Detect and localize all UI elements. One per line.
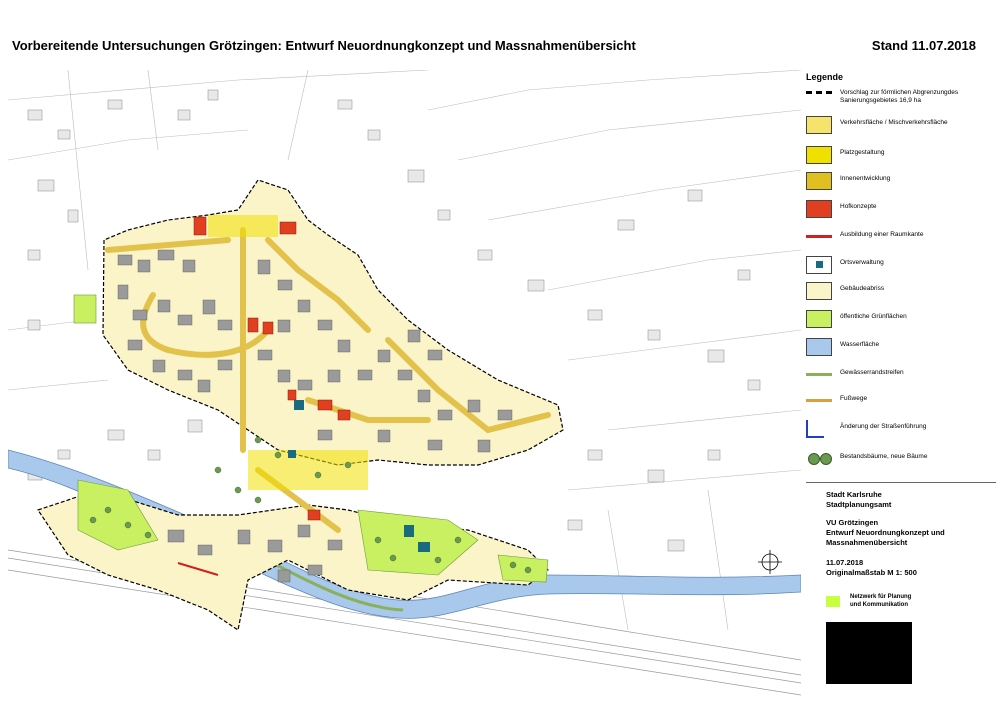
- legend-item: [806, 228, 992, 258]
- firm-line-2: und Kommunikation: [850, 602, 908, 608]
- dashed-boundary-icon: [806, 91, 832, 95]
- legend-item-label: Änderung der Straßenführung: [840, 423, 927, 430]
- legend-item: [806, 392, 992, 422]
- legend-panel: [806, 70, 992, 700]
- legend-item-label: Gebäudeabriss: [840, 285, 885, 292]
- teal-square-mark: [816, 261, 823, 268]
- project-date: 11.07.2018: [826, 558, 864, 567]
- legend-item: [806, 310, 992, 340]
- legend-separator: [806, 482, 996, 483]
- building-red-icon: [806, 200, 832, 218]
- project-name: VU Grötzingen: [826, 518, 879, 527]
- legend-item-label: Ortsverwaltung: [840, 259, 884, 266]
- legend-item: [806, 420, 992, 450]
- blue-fill-icon: [806, 338, 832, 356]
- legend-item: [806, 172, 992, 202]
- legend-item: [806, 282, 992, 312]
- hatched-yellow-icon: [806, 116, 832, 134]
- page-header: [0, 0, 1000, 62]
- map-canvas: [8, 70, 801, 700]
- project-subtitle: Entwurf Neuordnungkonzept und Massnahmenübersicht: [826, 528, 945, 547]
- legend-item-label: Innenentwicklung: [840, 175, 891, 182]
- project-scale: Originalmaßstab M 1: 500: [826, 568, 917, 577]
- striped-yellow-icon: [806, 146, 832, 164]
- legend-item-label: Ausbildung einer Raumkante: [840, 231, 924, 238]
- red-bracket-icon: [806, 228, 832, 238]
- page-title: Vorbereitende Untersuchungen Grötzingen: Entwurf Neuordnungkonzept und Massnahmenübersicht: [12, 38, 636, 53]
- orange-path-icon: [806, 392, 832, 402]
- firm-line-1: Netzwerk für Planung: [850, 594, 912, 600]
- legend-item-label: Verkehrsfläche / Mischverkehrsfläche: [840, 119, 948, 126]
- tree-icon: [806, 450, 832, 468]
- green-line-icon: [806, 366, 832, 376]
- legend-item-label: Platzgestaltung: [840, 149, 885, 156]
- teal-square-icon: [806, 256, 832, 274]
- legend-item-label: Fußwege: [840, 395, 868, 402]
- building-yellow-icon: [806, 172, 832, 190]
- legend-item: [806, 86, 992, 116]
- legend-title: Legende: [806, 72, 844, 82]
- legend-item: [806, 450, 992, 480]
- legend-item-label: Gewässerrandstreifen: [840, 369, 904, 376]
- green-fill-icon: [806, 310, 832, 328]
- legend-item-label: Hofkonzepte: [840, 203, 877, 210]
- legend-item-label: Bestandsbäume, neue Bäume: [840, 453, 928, 460]
- office-city: Stadt Karlsruhe: [826, 490, 882, 499]
- legend-item-label: öffentliche Grünflächen: [840, 313, 907, 320]
- light-yellow-icon: [806, 282, 832, 300]
- planner-logo: [826, 622, 912, 684]
- blue-arrow-icon: [806, 420, 824, 438]
- page-date: Stand 11.07.2018: [871, 38, 976, 53]
- legend-item-label: Wasserfläche: [840, 341, 880, 348]
- legend-item: [806, 338, 992, 368]
- site-plan-map[interactable]: [8, 70, 801, 700]
- legend-item-label: Vorschlag zur förmlichen Abgrenzungdes Sanierungsgebietes 16,9 ha: [840, 89, 959, 104]
- tree-mark: [808, 453, 820, 465]
- tree-mark: [820, 453, 832, 465]
- office-department: Stadtplanungsamt: [826, 500, 892, 509]
- legend-item: [806, 116, 992, 146]
- firm-logo-swatch: [826, 596, 840, 607]
- legend-item: [806, 200, 992, 230]
